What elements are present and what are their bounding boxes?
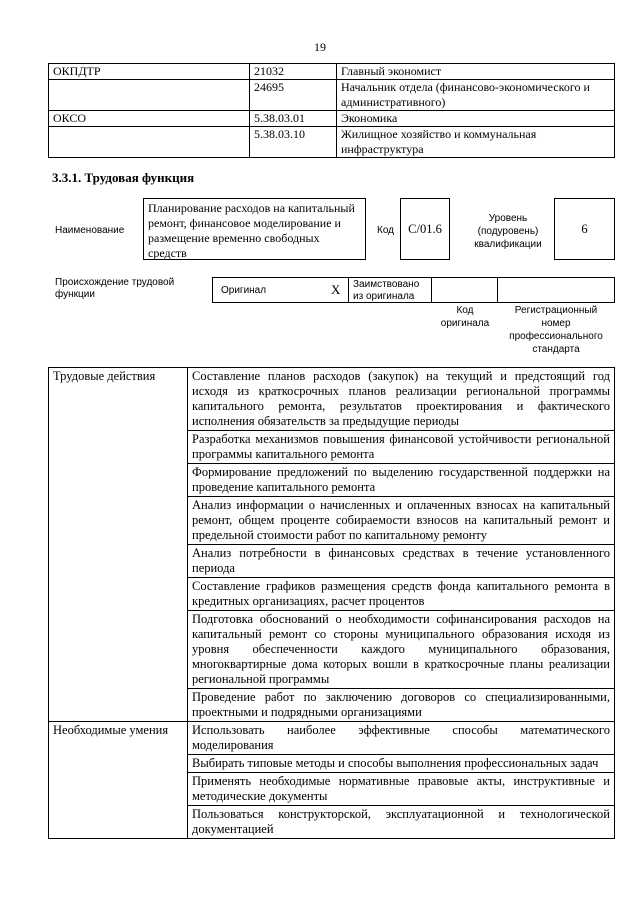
- origin-label: Происхождение трудовой функции: [55, 277, 175, 300]
- section-title: 3.3.1. Трудовая функция: [52, 170, 195, 185]
- classifier-code: 5.38.03.01: [250, 111, 337, 127]
- name-label: Наименование: [55, 225, 125, 236]
- table-row: [49, 368, 615, 431]
- classifier-label: [49, 80, 250, 111]
- classifier-code: 24695: [250, 80, 337, 111]
- classifier-code: 21032: [250, 64, 337, 80]
- skill-item: Выбирать типовые методы и способы выполнения профессиональных задач: [188, 755, 615, 773]
- classifier-name: Экономика: [337, 111, 615, 127]
- action-item: Проведение работ по заключению договоров со специализированными, проектными и подрядными организациями: [188, 689, 615, 722]
- action-item: Разработка механизмов повышения финансовой устойчивости региональной программы капитального ремонта: [188, 431, 615, 464]
- action-item: Составление планов расходов (закупок) на текущий и предстоящий год исходя из краткосрочных планов реализации региональной программы капитального ремонта, результатов проектирования и фактического исполнения обязательств за предыдущие периоды: [188, 368, 615, 431]
- action-item: Анализ информации о начисленных и оплаченных взносах на капитальный ремонт, общем проценте собираемости взносов на капитальный ремонт и предельной стоимости работ по капитальному ремонту: [188, 497, 615, 545]
- page-number: 19: [314, 40, 326, 54]
- table-row: [49, 722, 615, 755]
- labor-function-table: [48, 367, 615, 839]
- original-mark: X: [331, 282, 341, 297]
- borrowed-label: Заимствовано из оригинала: [353, 279, 420, 302]
- row-label: Трудовые действия: [49, 368, 188, 722]
- action-item: Анализ потребности в финансовых средствах в течение установленного периода: [188, 545, 615, 578]
- classifier-codes-table: [48, 63, 615, 158]
- skill-item: Применять необходимые нормативные правовые акты, инструктивные и методические документы: [188, 773, 615, 806]
- borrowed-box: [348, 277, 432, 303]
- table-row: [49, 80, 615, 111]
- action-item: Составление графиков размещения средств фонда капитального ремонта в кредитных организациях, расчет процентов: [188, 578, 615, 611]
- table-row: [49, 64, 615, 80]
- function-name: Планирование расходов на капитальный ремонт, финансовое моделирование и размещение временно свободных средств: [148, 201, 355, 260]
- reg-number-box: [497, 277, 615, 303]
- skill-item: Пользоваться конструкторской, эксплуатационной и технологической документацией: [188, 806, 615, 839]
- row-label: Необходимые умения: [49, 722, 188, 839]
- classifier-name: Главный экономист: [337, 64, 615, 80]
- table-row: [49, 111, 615, 127]
- table-row: [49, 127, 615, 158]
- classifier-label: [49, 127, 250, 158]
- action-item: Подготовка обоснований о необходимости софинансирования расходов на капитальный ремонт со стороны муниципального образования исходя из уровня обеспеченности каждого муниципального образования, многоквартирные дома которых вошли в краткосрочные планы реализации региональной программы: [188, 611, 615, 689]
- function-name-box: [143, 198, 366, 260]
- classifier-label: ОКПДТР: [49, 64, 250, 80]
- original-box: [212, 277, 349, 303]
- classifier-name: Жилищное хозяйство и коммунальная инфраструктура: [337, 127, 615, 158]
- function-code: С/01.6: [408, 221, 442, 236]
- classifier-name: Начальник отдела (финансово-экономического и административного): [337, 80, 615, 111]
- level-label: Уровень (подуровень) квалификации: [474, 213, 542, 250]
- original-label: Оригинал: [221, 285, 267, 296]
- classifier-label: ОКСО: [49, 111, 250, 127]
- level-value: 6: [581, 221, 588, 236]
- level-box: [554, 198, 615, 260]
- code-label: Код: [377, 225, 395, 236]
- action-item: Формирование предложений по выделению государственной поддержки на проведение капитального ремонта: [188, 464, 615, 497]
- classifier-code: 5.38.03.10: [250, 127, 337, 158]
- origin-code-box: [431, 277, 498, 303]
- skill-item: Использовать наиболее эффективные способы математического моделирования: [188, 722, 615, 755]
- origin-code-caption: Код оригинала: [440, 305, 490, 329]
- function-code-box: [400, 198, 450, 260]
- reg-number-caption: Регистрационный номер профессионального стандарта: [509, 305, 603, 355]
